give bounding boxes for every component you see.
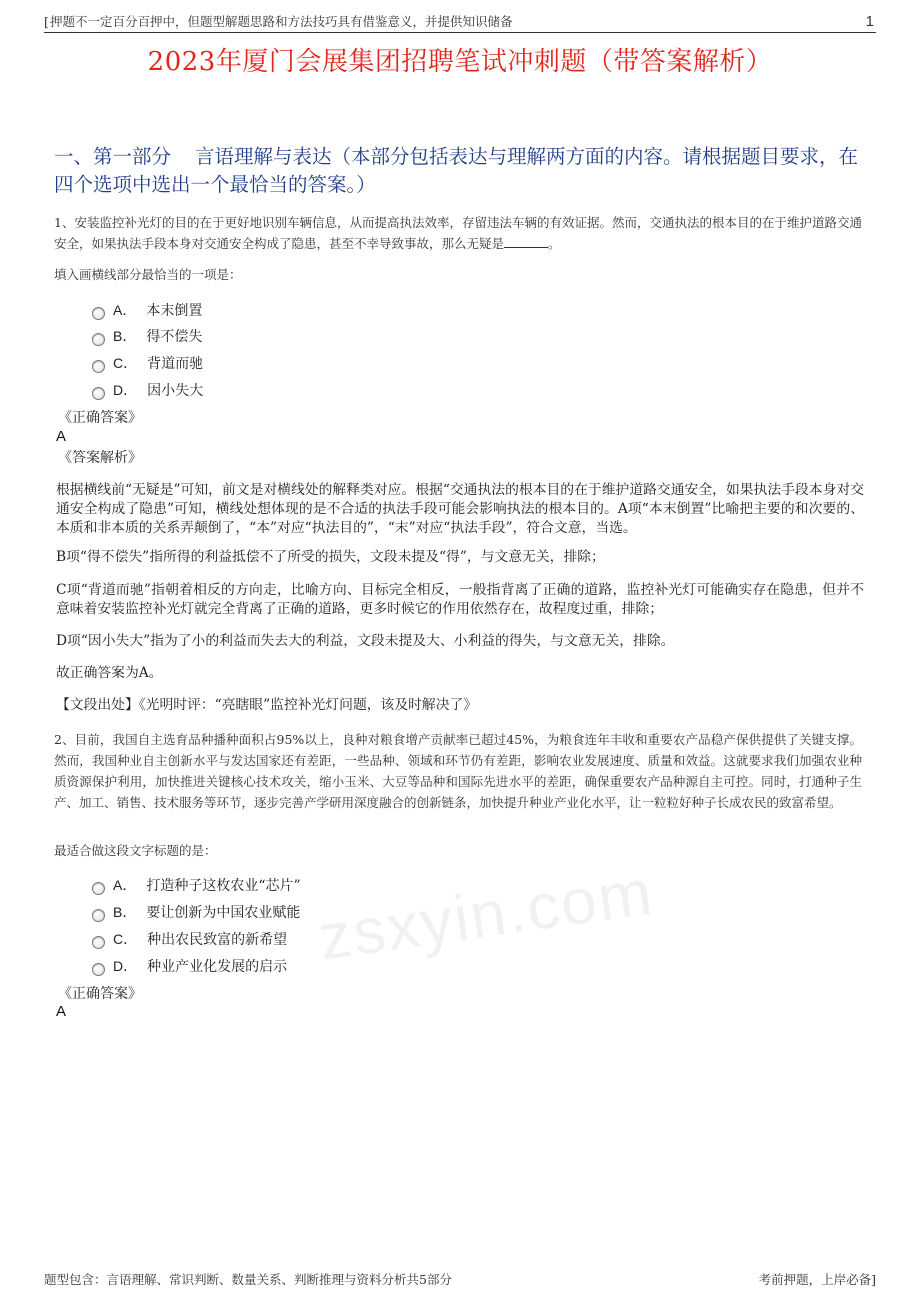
question-1-option-a[interactable] [92,298,202,322]
option-text: 背道而驰 [147,356,204,372]
analysis-source: 【文段出处】《光明时评：“亮瞎眼”监控补光灯问题，该及时解决了》 [56,697,478,713]
question-2-answer: A [56,1003,67,1020]
page-number: 1 [865,13,874,30]
footer-left: 题型包含：言语理解、常识判断、数量关系、判断推理与资料分析共5部分 [44,1272,452,1287]
radio-icon[interactable] [92,936,105,949]
question-2-option-a[interactable] [92,873,301,897]
question-1-stem [54,212,862,254]
section-heading [54,143,866,199]
analysis-conclusion: 故正确答案为A。 [56,665,163,681]
question-1-stem-text: 1、安装监控补光灯的目的在于更好地识别车辆信息，从而提高执法效率，存留违法车辆的有效证据。然而，交通执法的根本目的在于维护道路交通安全，如果执法手段本身对交通安全构成了隐患，甚至不幸导致事故，那么无疑是 [54,215,862,251]
watermark: zsxyin.com [314,855,658,974]
header-bracket: [ [44,14,49,29]
radio-icon[interactable] [92,387,105,400]
option-text: 因小失大 [147,383,204,399]
page-title: 2023年厦门会展集团招聘笔试冲刺题（带答案解析） [147,47,773,77]
radio-icon[interactable] [92,333,105,346]
section-part: 一、第一部分 [54,145,172,168]
question-2-option-b[interactable] [92,900,300,924]
question-2-answer-label: 《正确答案》 [58,986,142,1002]
question-1-option-d[interactable] [92,378,203,402]
radio-icon[interactable] [92,909,105,922]
question-1-answer-label: 《正确答案》 [58,410,142,426]
option-letter: D． [113,958,138,974]
question-1-option-b[interactable] [92,324,202,348]
option-letter: C． [113,355,138,371]
option-text: 得不偿失 [146,329,203,345]
question-2-prompt: 最适合做这段文字标题的是： [54,843,217,858]
option-text: 本末倒置 [146,303,203,319]
analysis-paragraph: 根据横线前“无疑是”可知，前文是对横线处的解释类对应。根据“交通执法的根本目的在于维护道路交通安全，如果执法手段本身对交通安全构成了隐患”可知，横线处想体现的是不合适的执法手段可能会影响执法的根本目的。A项“本末倒置”比喻把主要的和次要的、本质和非本质的关系弄颠倒了，“本”对应“执法目的”，“末”对应“执法手段”，符合文意，当选。 [56,482,864,536]
question-2-option-c[interactable] [92,927,287,951]
question-1-stem-end: 。 [548,236,561,251]
section-text: 言语理解与表达（本部分包括表达与理解两方面的内容。请根据题目要求，在四个选项中选出一个最恰当的答案。） [54,145,859,196]
option-text: 种业产业化发展的启示 [147,959,288,975]
option-letter: C． [113,931,138,947]
header-note: 押题不一定百分百押中，但题型解题思路和方法技巧具有借鉴意义，并提供知识储备 [50,14,513,29]
option-letter: B． [113,328,137,344]
footer-right: 考前押题，上岸必备] [758,1272,876,1287]
question-2-option-d[interactable] [92,954,287,978]
option-text: 要让创新为中国农业赋能 [146,905,301,921]
option-text: 打造种子这枚农业“芯片” [146,878,301,894]
option-letter: A． [113,302,137,318]
page-footer [44,1271,876,1289]
radio-icon[interactable] [92,307,105,320]
radio-icon[interactable] [92,360,105,373]
option-letter: A． [113,877,137,893]
question-1-option-c[interactable] [92,351,203,375]
question-1-prompt: 填入画横线部分最恰当的一项是： [54,267,242,282]
option-letter: B． [113,904,137,920]
radio-icon[interactable] [92,963,105,976]
page-header [44,12,876,33]
answer-blank [504,235,548,248]
question-1-analysis-label: 《答案解析》 [58,450,142,466]
radio-icon[interactable] [92,882,105,895]
analysis-paragraph: D项“因小失大”指为了小的利益而失去大的利益，文段未提及大、小利益的得失，与文意无关，排除。 [56,633,675,649]
option-letter: D． [113,382,138,398]
analysis-paragraph: C项“背道而驰”指朝着相反的方向走，比喻方向、目标完全相反，一般指背离了正确的道路，监控补光灯可能确实存在隐患，但并不意味着安装监控补光灯就完全背离了正确的道路，更多时候它的作用依然存在，故程度过重，排除； [56,582,864,617]
question-1-answer: A [56,428,67,445]
analysis-paragraph: B项“得不偿失”指所得的利益抵偿不了所受的损失，文段未提及“得”，与文意无关，排除； [56,549,605,565]
option-text: 种出农民致富的新希望 [147,932,288,948]
question-2-stem: 2、目前，我国自主选育品种播种面积占95%以上，良种对粮食增产贡献率已超过45%，为粮食连年丰收和重要农产品稳产保供提供了关键支撑。然而，我国种业自主创新水平与发达国家还有差距，一些品种、领域和环节仍有差距，影响农业发展速度、质量和效益。这就要求我们加强农业种质资源保护利用，加快推进关键核心技术攻关，缩小玉米、大豆等品种和国际先进水平的差距，确保重要农产品种源自主可控。同时，打通种子生产、加工、销售、技术服务等环节，逐步完善产学研用深度融合的创新链条，加快提升种业产业化水平，让一粒粒好种子长成农民的致富希望。 [54,732,862,810]
